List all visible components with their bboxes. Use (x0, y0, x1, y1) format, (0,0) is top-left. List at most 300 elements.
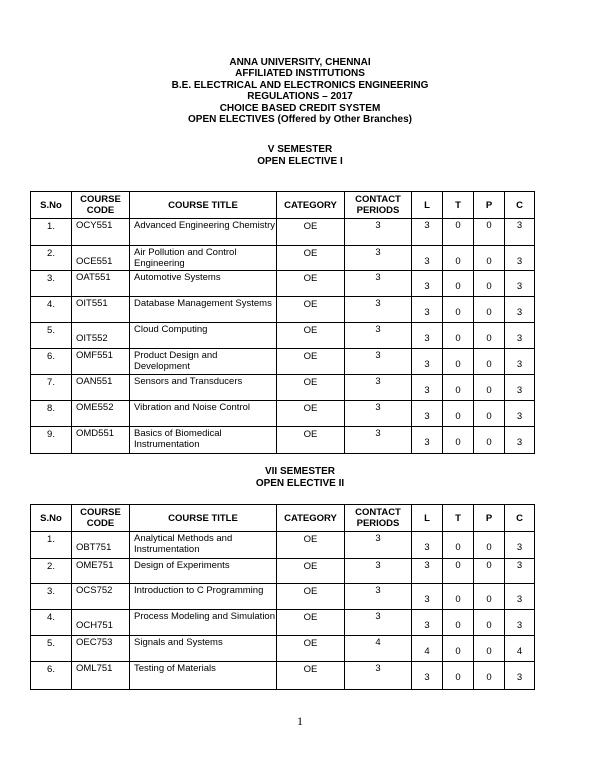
cell-course-code-text: OBT751 (76, 542, 112, 553)
cell-l-text: 3 (424, 333, 430, 344)
page-number: 1 (297, 714, 303, 728)
cell-sno-text: 5. (47, 638, 55, 649)
cell-category (277, 401, 345, 427)
cell-l-text: 3 (424, 307, 430, 318)
cell-t (443, 662, 474, 690)
cell-l-text: 3 (424, 256, 430, 267)
cell-course-code (72, 662, 130, 690)
cell-t-text: 0 (455, 646, 461, 657)
col-c: C (505, 505, 535, 532)
cell-sno-text: 3. (47, 273, 55, 284)
cell-sno (31, 323, 72, 349)
cell-p-text: 0 (486, 256, 492, 267)
cell-t-text: 0 (455, 620, 461, 631)
cell-l (412, 559, 443, 584)
cell-p-text: 0 (486, 220, 492, 231)
cell-course-code-text: OAN551 (76, 376, 113, 387)
cell-category-text: OE (303, 561, 318, 572)
col-c: C (505, 192, 535, 219)
cell-p (474, 246, 505, 271)
cell-c (505, 584, 535, 610)
cell-contact-periods (345, 610, 412, 636)
cell-l (412, 427, 443, 454)
cell-p-text: 0 (486, 594, 492, 605)
cell-t-text: 0 (455, 385, 461, 396)
semester-title: VII SEMESTER (264, 466, 335, 477)
table-row (31, 610, 535, 636)
course-table-2 (30, 504, 535, 690)
cell-sno-text: 9. (47, 429, 55, 440)
course-table-1 (30, 191, 535, 454)
cell-course-title-text: Analytical Methods and Instrumentation (134, 533, 233, 555)
cell-p-text: 0 (486, 411, 492, 422)
elective-title: OPEN ELECTIVE II (255, 477, 345, 489)
cell-l-text: 3 (424, 411, 430, 422)
cell-contact-periods-text: 3 (375, 376, 381, 387)
cell-contact-periods-text: 3 (375, 560, 381, 571)
col-course-code: COURSE CODE (72, 192, 130, 219)
col-course-code: COURSE CODE (72, 505, 130, 532)
cell-t-text: 0 (455, 542, 461, 553)
cell-l-text: 3 (424, 542, 430, 553)
cell-contact-periods-text: 3 (375, 350, 381, 361)
cell-p (474, 401, 505, 427)
cell-t-text: 0 (455, 256, 461, 267)
cell-sno (31, 532, 72, 559)
cell-sno-text: 1. (47, 534, 55, 545)
cell-contact-periods (345, 636, 412, 662)
cell-sno (31, 297, 72, 323)
cell-category (277, 610, 345, 636)
cell-p-text: 0 (486, 672, 492, 683)
cell-course-code (72, 610, 130, 636)
cell-l-text: 3 (424, 359, 430, 370)
cell-course-title-text: Process Modeling and Simulation (134, 611, 275, 622)
table-row (31, 427, 535, 454)
cell-course-title-text: Database Management Systems (134, 298, 272, 309)
cell-c (505, 559, 535, 584)
cell-course-code-text: OMD551 (76, 428, 115, 439)
institution-type: AFFILIATED INSTITUTIONS (235, 68, 365, 80)
cell-course-code (72, 297, 130, 323)
cell-t (443, 401, 474, 427)
cell-contact-periods (345, 375, 412, 401)
cell-course-code-text: OIT552 (76, 333, 108, 344)
cell-sno-text: 5. (47, 325, 55, 336)
cell-c-text: 3 (516, 333, 523, 344)
table-header-row (31, 505, 535, 532)
cell-p (474, 610, 505, 636)
cell-course-title (130, 271, 277, 297)
cell-p-text: 0 (486, 646, 492, 657)
cell-course-title (130, 532, 277, 559)
cell-course-code (72, 559, 130, 584)
cell-category (277, 349, 345, 375)
cell-c (505, 323, 535, 349)
cell-course-title-text: Product Design and Development (134, 350, 218, 372)
cell-t-text: 0 (455, 220, 461, 231)
cell-c-text: 3 (516, 281, 523, 292)
col-contact-periods: CONTACT PERIODS (345, 192, 412, 219)
table-row (31, 401, 535, 427)
cell-p-text: 0 (486, 385, 492, 396)
cell-c-text: 3 (516, 359, 523, 370)
cell-course-code-text: OCY551 (76, 220, 113, 231)
cell-course-code-text: OML751 (76, 663, 113, 674)
cell-contact-periods-text: 3 (375, 611, 381, 622)
cell-p-text: 0 (486, 281, 492, 292)
cell-course-code (72, 401, 130, 427)
cell-sno (31, 271, 72, 297)
cell-c (505, 349, 535, 375)
cell-category-text: OE (303, 429, 318, 440)
cell-l-text: 4 (424, 646, 430, 657)
programme-name: B.E. ELECTRICAL AND ELECTRONICS ENGINEERING (171, 79, 429, 91)
cell-t-text: 0 (455, 359, 461, 370)
cell-sno-text: 4. (47, 299, 55, 310)
cell-course-code (72, 271, 130, 297)
cell-l-text: 3 (424, 220, 430, 231)
cell-category-text: OE (303, 248, 318, 259)
semester-heading-2 (0, 466, 600, 489)
cell-contact-periods (345, 559, 412, 584)
cell-l (412, 662, 443, 690)
table-row (31, 297, 535, 323)
cell-course-title-text: Basics of Biomedical Instrumentation (134, 428, 222, 450)
cell-category (277, 219, 345, 246)
cell-sno-text: 1. (47, 221, 55, 232)
cell-course-title (130, 427, 277, 454)
col-course-title: COURSE TITLE (130, 505, 277, 532)
table-row (31, 349, 535, 375)
cell-p (474, 584, 505, 610)
cell-contact-periods (345, 584, 412, 610)
cell-category-text: OE (303, 325, 318, 336)
cell-p (474, 427, 505, 454)
cell-p-text: 0 (486, 560, 492, 571)
cell-sno (31, 246, 72, 271)
cell-sno-text: 6. (47, 664, 55, 675)
cell-c-text: 3 (516, 411, 523, 422)
cell-c (505, 375, 535, 401)
cell-contact-periods-text: 3 (375, 220, 381, 231)
cell-course-code-text: OAT551 (76, 272, 111, 283)
cell-sno (31, 662, 72, 690)
cell-sno-text: 8. (47, 403, 55, 414)
open-electives-heading: OPEN ELECTIVES (Offered by Other Branches) (188, 114, 412, 126)
col-t: T (443, 505, 474, 532)
cell-sno-text: 4. (47, 612, 55, 623)
cell-l (412, 323, 443, 349)
cell-course-code (72, 323, 130, 349)
cell-t (443, 584, 474, 610)
cell-course-code (72, 375, 130, 401)
cell-c (505, 297, 535, 323)
cell-contact-periods-text: 3 (375, 298, 381, 309)
table-row (31, 375, 535, 401)
cell-c (505, 636, 535, 662)
cell-l (412, 610, 443, 636)
cell-course-title-text: Signals and Systems (134, 637, 223, 648)
cell-contact-periods (345, 532, 412, 559)
cell-l (412, 297, 443, 323)
cell-contact-periods (345, 271, 412, 297)
cell-t-text: 0 (455, 594, 461, 605)
cell-p (474, 349, 505, 375)
cell-l-text: 3 (424, 560, 430, 571)
cell-category (277, 559, 345, 584)
cell-course-title (130, 401, 277, 427)
cell-contact-periods-text: 3 (375, 585, 381, 596)
cell-course-title-text: Sensors and Transducers (134, 376, 243, 387)
cell-l (412, 349, 443, 375)
table-row (31, 662, 535, 690)
cell-category-text: OE (303, 221, 318, 232)
col-course-title: COURSE TITLE (130, 192, 277, 219)
cell-p-text: 0 (486, 307, 492, 318)
cell-course-code (72, 532, 130, 559)
cell-course-title (130, 610, 277, 636)
cell-c-text: 3 (516, 256, 523, 267)
cell-l (412, 271, 443, 297)
cell-c-text: 3 (516, 560, 523, 571)
cell-sno (31, 219, 72, 246)
cell-l (412, 636, 443, 662)
cell-l-text: 3 (424, 620, 430, 631)
cell-p-text: 0 (486, 620, 492, 631)
cell-sno (31, 584, 72, 610)
cell-t (443, 375, 474, 401)
cell-category (277, 375, 345, 401)
col-p: P (474, 192, 505, 219)
cell-l (412, 246, 443, 271)
cell-sno (31, 401, 72, 427)
cell-course-code-text: OME552 (76, 402, 114, 413)
table-row (31, 246, 535, 271)
cell-l-text: 3 (424, 437, 430, 448)
cell-contact-periods (345, 427, 412, 454)
cell-sno (31, 610, 72, 636)
cell-sno-text: 3. (47, 586, 55, 597)
cell-l (412, 584, 443, 610)
table-row (31, 219, 535, 246)
cell-l-text: 3 (424, 281, 430, 292)
cell-course-title-text: Design of Experiments (134, 560, 230, 571)
cell-course-title (130, 246, 277, 271)
cell-contact-periods (345, 323, 412, 349)
table-header-row (31, 192, 535, 219)
cell-c-text: 3 (516, 385, 523, 396)
table-row (31, 584, 535, 610)
cell-p (474, 219, 505, 246)
cell-t (443, 532, 474, 559)
cell-category-text: OE (303, 351, 318, 362)
credit-system: CHOICE BASED CREDIT SYSTEM (219, 102, 381, 114)
cell-contact-periods-text: 4 (375, 637, 381, 648)
cell-course-title (130, 584, 277, 610)
cell-course-title-text: Air Pollution and Control Engineering (134, 247, 237, 269)
cell-t (443, 636, 474, 662)
cell-l-text: 3 (424, 594, 430, 605)
cell-course-title-text: Advanced Engineering Chemistry (134, 220, 275, 231)
cell-category (277, 271, 345, 297)
cell-course-code-text: OMF551 (76, 350, 113, 361)
regulations: REGULATIONS – 2017 (247, 91, 353, 103)
cell-l-text: 3 (424, 672, 430, 683)
cell-category-text: OE (303, 612, 318, 623)
cell-c-text: 3 (516, 620, 523, 631)
cell-course-code (72, 427, 130, 454)
cell-t-text: 0 (455, 672, 461, 683)
document-header (0, 57, 600, 125)
col-sno: S.No (31, 192, 72, 219)
cell-c (505, 246, 535, 271)
cell-p (474, 662, 505, 690)
cell-t-text: 0 (455, 411, 461, 422)
cell-sno-text: 2. (47, 248, 55, 259)
table-row (31, 323, 535, 349)
col-category: CATEGORY (277, 192, 345, 219)
cell-t (443, 427, 474, 454)
cell-category (277, 584, 345, 610)
cell-p (474, 375, 505, 401)
cell-l (412, 401, 443, 427)
cell-c (505, 662, 535, 690)
cell-course-title (130, 297, 277, 323)
cell-contact-periods (345, 401, 412, 427)
cell-category (277, 662, 345, 690)
cell-c-text: 3 (516, 542, 523, 553)
cell-c (505, 219, 535, 246)
col-sno: S.No (31, 505, 72, 532)
cell-contact-periods-text: 3 (375, 663, 381, 674)
cell-course-title (130, 375, 277, 401)
cell-category-text: OE (303, 377, 318, 388)
cell-category (277, 323, 345, 349)
cell-sno-text: 7. (47, 377, 55, 388)
elective-title: OPEN ELECTIVE I (257, 155, 343, 167)
cell-contact-periods-text: 3 (375, 324, 381, 335)
cell-l (412, 375, 443, 401)
cell-t (443, 297, 474, 323)
cell-contact-periods (345, 219, 412, 246)
cell-c (505, 532, 535, 559)
cell-sno (31, 349, 72, 375)
cell-sno (31, 559, 72, 584)
cell-sno-text: 6. (47, 351, 55, 362)
cell-c (505, 610, 535, 636)
cell-sno (31, 636, 72, 662)
cell-course-title (130, 349, 277, 375)
cell-category (277, 246, 345, 271)
cell-course-code-text: OCE551 (76, 256, 113, 267)
cell-course-title-text: Vibration and Noise Control (134, 402, 251, 413)
col-t: T (443, 192, 474, 219)
cell-t-text: 0 (455, 281, 461, 292)
cell-t-text: 0 (455, 437, 461, 448)
table-row (31, 636, 535, 662)
cell-t-text: 0 (455, 333, 461, 344)
cell-category (277, 427, 345, 454)
cell-contact-periods (345, 246, 412, 271)
cell-course-title (130, 636, 277, 662)
col-l: L (412, 505, 443, 532)
cell-category-text: OE (303, 638, 318, 649)
cell-p (474, 323, 505, 349)
cell-t (443, 610, 474, 636)
cell-c-text: 4 (516, 646, 523, 657)
cell-course-code (72, 219, 130, 246)
cell-p (474, 559, 505, 584)
table-row (31, 271, 535, 297)
cell-t (443, 219, 474, 246)
cell-contact-periods (345, 349, 412, 375)
cell-category-text: OE (303, 664, 318, 675)
cell-course-code (72, 246, 130, 271)
semester-heading-1 (0, 144, 600, 167)
cell-l (412, 532, 443, 559)
university-name: ANNA UNIVERSITY, CHENNAI (229, 57, 371, 68)
table-row (31, 532, 535, 559)
cell-c-text: 3 (516, 437, 523, 448)
cell-c-text: 3 (516, 594, 523, 605)
cell-contact-periods (345, 297, 412, 323)
cell-category-text: OE (303, 586, 318, 597)
col-p: P (474, 505, 505, 532)
col-contact-periods: CONTACT PERIODS (345, 505, 412, 532)
cell-c (505, 401, 535, 427)
cell-course-code-text: OCH751 (76, 620, 113, 631)
cell-category (277, 636, 345, 662)
cell-course-title-text: Testing of Materials (134, 663, 216, 674)
cell-category-text: OE (303, 273, 318, 284)
cell-sno-text: 2. (47, 561, 55, 572)
cell-l (412, 219, 443, 246)
cell-course-title (130, 219, 277, 246)
cell-l-text: 3 (424, 385, 430, 396)
cell-category-text: OE (303, 534, 318, 545)
cell-sno (31, 427, 72, 454)
cell-t (443, 246, 474, 271)
cell-course-code-text: OEC753 (76, 637, 113, 648)
cell-p (474, 297, 505, 323)
cell-course-code-text: OCS752 (76, 585, 113, 596)
cell-category (277, 297, 345, 323)
cell-p (474, 532, 505, 559)
cell-course-code (72, 584, 130, 610)
cell-p (474, 271, 505, 297)
cell-contact-periods-text: 3 (375, 533, 381, 544)
cell-p-text: 0 (486, 359, 492, 370)
cell-t (443, 271, 474, 297)
cell-course-title-text: Cloud Computing (134, 324, 208, 335)
cell-course-title-text: Automotive Systems (134, 272, 221, 283)
semester-title: V SEMESTER (267, 144, 333, 155)
cell-t-text: 0 (455, 560, 461, 571)
cell-course-title (130, 323, 277, 349)
cell-contact-periods (345, 662, 412, 690)
cell-course-code-text: OME751 (76, 560, 114, 571)
cell-t (443, 559, 474, 584)
cell-course-title-text: Introduction to C Programming (134, 585, 264, 596)
cell-contact-periods-text: 3 (375, 247, 381, 258)
cell-category-text: OE (303, 403, 318, 414)
cell-contact-periods-text: 3 (375, 272, 381, 283)
cell-c-text: 3 (516, 672, 523, 683)
cell-t (443, 349, 474, 375)
cell-t (443, 323, 474, 349)
cell-contact-periods-text: 3 (375, 428, 381, 439)
